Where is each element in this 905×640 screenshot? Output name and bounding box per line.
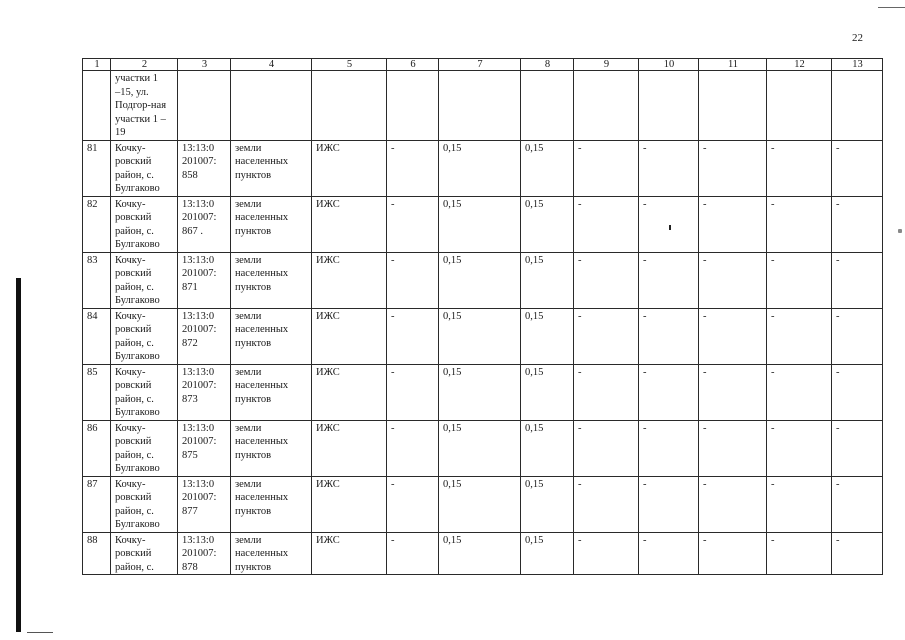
address-line: ровский: [115, 212, 152, 223]
column-13-cell: [832, 71, 883, 141]
address-line: Булгаково: [115, 519, 160, 530]
column-13-cell: -: [832, 140, 883, 196]
column-10-cell: -: [639, 252, 699, 308]
column-6-cell: [387, 71, 439, 141]
column-number: 7: [439, 59, 521, 71]
address-line: Булгаково: [115, 295, 160, 306]
column-13-cell: -: [832, 476, 883, 532]
column-8-cell: 0,15: [521, 308, 574, 364]
cadastral-cell: [178, 71, 231, 141]
land-category-cell: [231, 140, 312, 196]
column-13-cell: -: [832, 420, 883, 476]
cadastral-number-line: 872: [182, 337, 198, 349]
column-12-cell: [767, 71, 832, 141]
column-number: 4: [231, 59, 312, 71]
column-7-cell: 0,15: [439, 420, 521, 476]
row-number-cell: 83: [83, 252, 111, 308]
land-category-line: населенных: [235, 156, 289, 167]
column-9-cell: -: [574, 196, 639, 252]
land-category-line: земли: [235, 422, 262, 434]
scan-speck: [898, 229, 902, 233]
column-8-cell: 0,15: [521, 532, 574, 575]
column-6-cell: -: [387, 532, 439, 575]
cadastral-number-line: 13:13:0: [182, 310, 215, 322]
scan-mark-top: [878, 7, 905, 8]
land-category-line: пунктов: [235, 225, 272, 237]
column-8-cell: 0,15: [521, 252, 574, 308]
column-number: 9: [574, 59, 639, 71]
cadastral-cell: [178, 308, 231, 364]
column-8-cell: 0,15: [521, 364, 574, 420]
column-12-cell: -: [767, 532, 832, 575]
column-13-cell: -: [832, 308, 883, 364]
column-9-cell: -: [574, 420, 639, 476]
cadastral-cell: [178, 140, 231, 196]
cadastral-number-line: 201007:: [182, 492, 217, 503]
row-number-cell: 82: [83, 196, 111, 252]
column-7-cell: 0,15: [439, 140, 521, 196]
row-number-cell: 87: [83, 476, 111, 532]
scan-edge-shadow: [16, 278, 21, 632]
column-number: 10: [639, 59, 699, 71]
land-category-cell: [231, 252, 312, 308]
table-row: [83, 140, 883, 196]
land-category-line: земли: [235, 310, 262, 322]
cadastral-number-line: 13:13:0: [182, 478, 215, 490]
column-10-cell: -: [639, 364, 699, 420]
column-number: 2: [111, 59, 178, 71]
column-13-cell: -: [832, 252, 883, 308]
column-number: 5: [312, 59, 387, 71]
address-line: район, с.: [115, 505, 154, 517]
column-12-cell: -: [767, 252, 832, 308]
column-8-cell: 0,15: [521, 140, 574, 196]
cadastral-number-line: 13:13:0: [182, 254, 215, 266]
land-category-cell: [231, 71, 312, 141]
permitted-use-cell: ИЖС: [312, 140, 387, 196]
column-number: 8: [521, 59, 574, 71]
column-9-cell: -: [574, 364, 639, 420]
column-11-cell: -: [699, 364, 767, 420]
column-number: 6: [387, 59, 439, 71]
permitted-use-cell: ИЖС: [312, 252, 387, 308]
address-cell: [111, 532, 178, 575]
column-10-cell: -: [639, 308, 699, 364]
table-row: [83, 476, 883, 532]
land-category-line: населенных: [235, 324, 289, 335]
column-8-cell: 0,15: [521, 476, 574, 532]
address-cell: [111, 476, 178, 532]
land-category-line: населенных: [235, 436, 289, 447]
address-line: Кочку-: [115, 198, 146, 210]
address-line: район, с.: [115, 449, 154, 461]
address-line: –15, ул.: [115, 86, 149, 98]
address-line: Булгаково: [115, 183, 160, 194]
address-line: Булгаково: [115, 407, 160, 418]
address-line: ровский: [115, 268, 152, 279]
address-line: Кочку-: [115, 142, 146, 154]
address-line: ровский: [115, 436, 152, 447]
column-11-cell: -: [699, 196, 767, 252]
land-category-line: пунктов: [235, 337, 272, 349]
cadastral-number-line: 13:13:0: [182, 422, 215, 434]
column-6-cell: -: [387, 364, 439, 420]
cadastral-number-line: 13:13:0: [182, 198, 215, 210]
address-line: ровский: [115, 380, 152, 391]
column-12-cell: -: [767, 308, 832, 364]
address-line: ровский: [115, 492, 152, 503]
address-cell: [111, 196, 178, 252]
column-12-cell: -: [767, 364, 832, 420]
land-category-line: земли: [235, 478, 262, 490]
table-row: [83, 252, 883, 308]
column-7-cell: [439, 71, 521, 141]
column-6-cell: -: [387, 476, 439, 532]
address-cell: [111, 71, 178, 141]
column-7-cell: 0,15: [439, 532, 521, 575]
address-line: Кочку-: [115, 422, 146, 434]
address-line: 19: [115, 127, 126, 138]
column-9-cell: -: [574, 532, 639, 575]
row-number-cell: 86: [83, 420, 111, 476]
cadastral-number-line: 13:13:0: [182, 366, 215, 378]
address-line: ровский: [115, 324, 152, 335]
land-category-cell: [231, 308, 312, 364]
column-10-cell: [639, 71, 699, 141]
address-line: Подгор-ная: [115, 100, 167, 111]
column-6-cell: -: [387, 140, 439, 196]
column-7-cell: 0,15: [439, 364, 521, 420]
column-11-cell: -: [699, 140, 767, 196]
column-8-cell: 0,15: [521, 196, 574, 252]
column-number: 1: [83, 59, 111, 71]
address-line: Кочку-: [115, 254, 146, 266]
permitted-use-cell: ИЖС: [312, 420, 387, 476]
cadastral-number-line: 871: [182, 281, 198, 293]
address-line: участки 1: [115, 73, 159, 84]
permitted-use-cell: ИЖС: [312, 196, 387, 252]
land-category-line: населенных: [235, 548, 289, 559]
column-6-cell: -: [387, 196, 439, 252]
land-category-line: пунктов: [235, 449, 272, 461]
cadastral-number-line: 867 .: [182, 225, 203, 237]
cadastral-number-line: 201007:: [182, 156, 217, 167]
land-category-line: земли: [235, 142, 262, 154]
column-9-cell: -: [574, 476, 639, 532]
column-7-cell: 0,15: [439, 252, 521, 308]
land-category-cell: [231, 196, 312, 252]
column-11-cell: -: [699, 476, 767, 532]
land-category-line: пунктов: [235, 505, 272, 517]
address-line: Булгаково: [115, 463, 160, 474]
column-6-cell: -: [387, 420, 439, 476]
table-row: [83, 308, 883, 364]
land-category-line: населенных: [235, 492, 289, 503]
column-number: 3: [178, 59, 231, 71]
land-plot-registry-table: [82, 58, 883, 575]
column-13-cell: -: [832, 196, 883, 252]
address-line: Кочку-: [115, 366, 146, 378]
land-category-line: населенных: [235, 268, 289, 279]
cadastral-number-line: 878: [182, 561, 198, 573]
address-line: район, с.: [115, 225, 154, 237]
table-row: [83, 364, 883, 420]
cadastral-number-line: 201007:: [182, 380, 217, 391]
land-category-cell: [231, 532, 312, 575]
permitted-use-cell: [312, 71, 387, 141]
permitted-use-cell: ИЖС: [312, 364, 387, 420]
column-9-cell: -: [574, 140, 639, 196]
address-cell: [111, 308, 178, 364]
land-category-line: населенных: [235, 212, 289, 223]
column-10-cell: -: [639, 476, 699, 532]
address-line: Кочку-: [115, 310, 146, 322]
address-line: район, с.: [115, 561, 154, 573]
column-12-cell: -: [767, 196, 832, 252]
land-category-line: населенных: [235, 380, 289, 391]
column-6-cell: -: [387, 308, 439, 364]
cadastral-number-line: 858: [182, 169, 198, 181]
address-cell: [111, 252, 178, 308]
cadastral-cell: [178, 476, 231, 532]
permitted-use-cell: ИЖС: [312, 532, 387, 575]
row-number-cell: 85: [83, 364, 111, 420]
cadastral-number-line: 201007:: [182, 324, 217, 335]
address-line: район, с.: [115, 337, 154, 349]
column-number: 11: [699, 59, 767, 71]
cadastral-cell: [178, 364, 231, 420]
continuation-row: [83, 71, 883, 141]
land-category-line: пунктов: [235, 561, 272, 573]
address-line: район, с.: [115, 281, 154, 293]
address-line: ровский: [115, 156, 152, 167]
land-category-cell: [231, 364, 312, 420]
cadastral-number-line: 13:13:0: [182, 142, 215, 154]
address-cell: [111, 364, 178, 420]
land-category-line: земли: [235, 366, 262, 378]
column-13-cell: -: [832, 532, 883, 575]
cadastral-cell: [178, 532, 231, 575]
column-12-cell: -: [767, 420, 832, 476]
column-11-cell: [699, 71, 767, 141]
land-category-line: земли: [235, 534, 262, 546]
address-line: Кочку-: [115, 534, 146, 546]
address-line: Булгаково: [115, 351, 160, 362]
column-9-cell: -: [574, 252, 639, 308]
address-line: ровский: [115, 548, 152, 559]
land-category-cell: [231, 476, 312, 532]
table-row: [83, 532, 883, 575]
row-number-cell: 88: [83, 532, 111, 575]
land-category-cell: [231, 420, 312, 476]
cadastral-number-line: 875: [182, 449, 198, 461]
cadastral-number-line: 201007:: [182, 212, 217, 223]
row-number-cell: [83, 71, 111, 141]
column-6-cell: -: [387, 252, 439, 308]
permitted-use-cell: ИЖС: [312, 308, 387, 364]
column-9-cell: -: [574, 308, 639, 364]
column-13-cell: -: [832, 364, 883, 420]
address-line: район, с.: [115, 169, 154, 181]
scan-mark-bottom: [27, 632, 53, 633]
column-7-cell: 0,15: [439, 308, 521, 364]
cadastral-cell: [178, 196, 231, 252]
column-7-cell: 0,15: [439, 196, 521, 252]
land-category-line: пунктов: [235, 393, 272, 405]
land-category-line: пунктов: [235, 281, 272, 293]
column-10-cell: -: [639, 196, 699, 252]
address-cell: [111, 140, 178, 196]
address-line: участки 1 –: [115, 113, 166, 125]
cadastral-number-line: 13:13:0: [182, 534, 215, 546]
column-12-cell: -: [767, 140, 832, 196]
column-10-cell: -: [639, 420, 699, 476]
column-12-cell: -: [767, 476, 832, 532]
column-number: 12: [767, 59, 832, 71]
table-row: [83, 420, 883, 476]
cadastral-number-line: 201007:: [182, 268, 217, 279]
row-number-cell: 84: [83, 308, 111, 364]
row-number-cell: 81: [83, 140, 111, 196]
cadastral-number-line: 877: [182, 505, 198, 517]
column-11-cell: -: [699, 532, 767, 575]
address-line: Кочку-: [115, 478, 146, 490]
address-line: район, с.: [115, 393, 154, 405]
permitted-use-cell: ИЖС: [312, 476, 387, 532]
address-cell: [111, 420, 178, 476]
column-number-row: [83, 59, 883, 71]
column-9-cell: [574, 71, 639, 141]
column-number: 13: [832, 59, 883, 71]
column-11-cell: -: [699, 252, 767, 308]
column-7-cell: 0,15: [439, 476, 521, 532]
table-row: [83, 196, 883, 252]
cadastral-number-line: 201007:: [182, 548, 217, 559]
column-8-cell: [521, 71, 574, 141]
cadastral-number-line: 201007:: [182, 436, 217, 447]
column-11-cell: -: [699, 308, 767, 364]
cadastral-number-line: 873: [182, 393, 198, 405]
column-10-cell: -: [639, 140, 699, 196]
column-11-cell: -: [699, 420, 767, 476]
page-number: 22: [852, 32, 863, 44]
column-8-cell: 0,15: [521, 420, 574, 476]
land-category-line: земли: [235, 254, 262, 266]
cadastral-cell: [178, 252, 231, 308]
column-10-cell: -: [639, 532, 699, 575]
land-category-line: пунктов: [235, 169, 272, 181]
address-line: Булгаково: [115, 239, 160, 250]
land-category-line: земли: [235, 198, 262, 210]
cadastral-cell: [178, 420, 231, 476]
